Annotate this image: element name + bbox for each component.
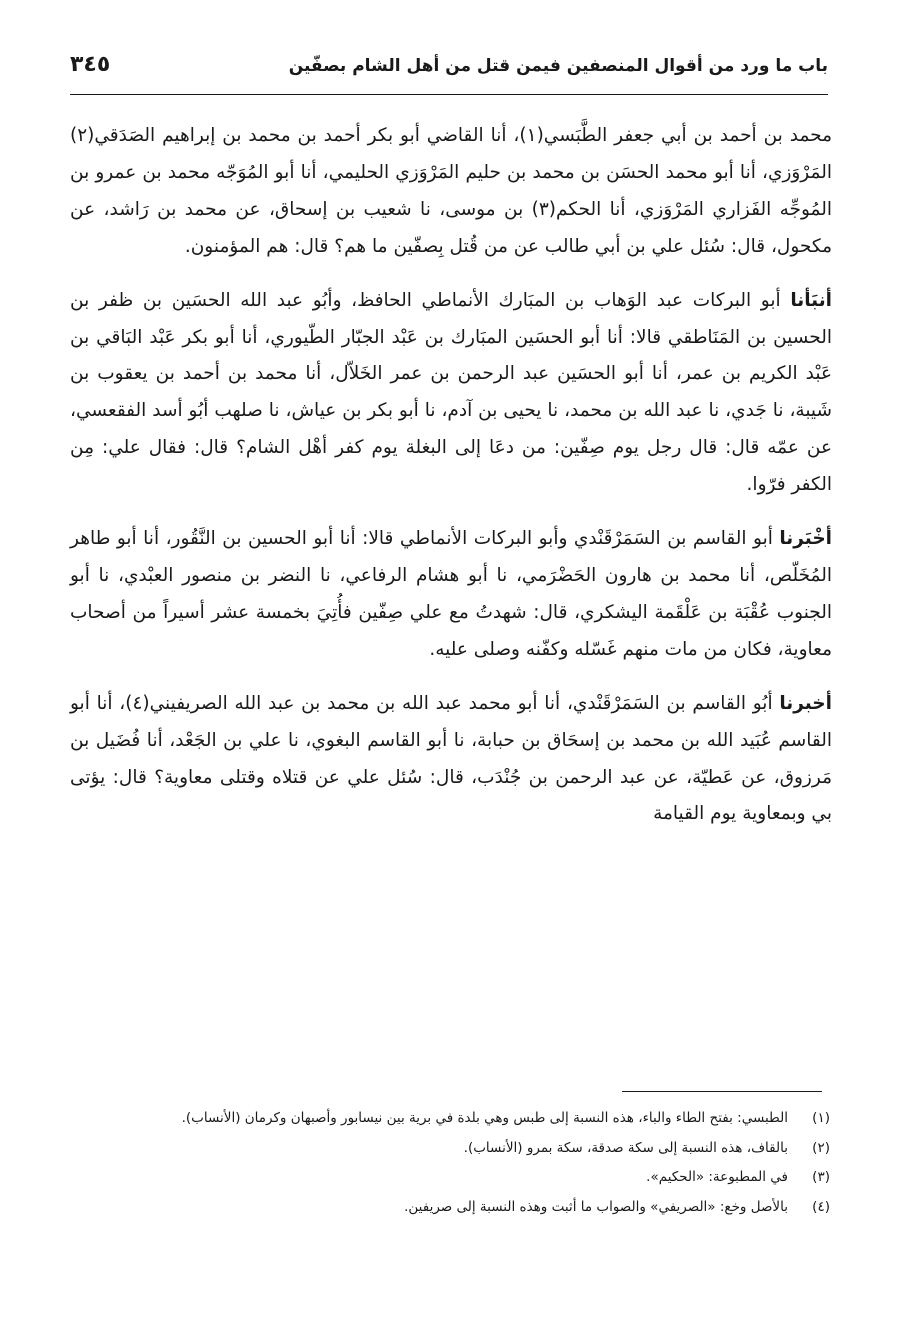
footnote-rule <box>622 1091 822 1092</box>
footnote-number: (١) <box>812 1110 830 1126</box>
paragraph-text: محمد بن أحمد بن أبي جعفر الطَّبَسي(١)، أنا القاضي أبو بكر أحمد بن محمد بن إبراهيم الصَدَقي(٢) المَرْوَزي، أنا أبو محمد الحسَن بن محمد بن حليم المَرْوَزي الحليمي، أنا أبو المُوَجّه محمد بن عمرو بن المُوجِّه الفَزاري المَرْوَزي، أنا الحكم(٣) بن موسى، نا شعيب بن إسحاق، عن محمد بن رَاشد، عن مكحول، قال: سُئل علي بن أبي طالب عن من قُتل بِصفّين ما هم؟ قال: هم المؤمنون. <box>70 125 832 257</box>
paragraph-text: أبو القاسم بن السَمَرْقَنْدي وأبو البركات الأنماطي قالا: أنا أبو الحسين بن النَّقُور، أنا أبو طاهر المُخَلّص، أنا محمد بن هارون الحَضْرَمي، نا أبو هشام الرفاعي، نا النضر بن منصور العبْدي، نا أبو الجنوب عُقْبَة بن عَلْقَمة اليشكري، قال: شهدتُ مع علي صِفّين فأُتِيَ بخمسة عشر أسيراً من أصحاب معاوية، فكان من مات منهم غَسّله وكفّنه وصلى عليه. <box>70 528 832 660</box>
footnote-number: (٢) <box>812 1139 830 1156</box>
footnote-text: في المطبوعة: «الحكيم». <box>646 1169 788 1185</box>
footnote-number: (٤) <box>812 1198 830 1215</box>
running-header <box>70 52 828 92</box>
paragraph-4 <box>70 686 832 834</box>
footnote-1 <box>70 1106 830 1132</box>
footnote-text: بالأصل وخع: «الصريفي» والصواب ما أثبت وهذه النسبة إلى صريفين. <box>404 1198 788 1215</box>
footnote-2 <box>70 1136 830 1162</box>
paragraph-lead: أخْبَرنا <box>779 528 832 550</box>
footnote-3 <box>70 1165 830 1191</box>
paragraph-lead: أنبَأنا <box>790 289 832 311</box>
footnotes <box>70 1106 830 1224</box>
footnote-text: بالقاف، هذه النسبة إلى سكة صدقة، سكة بمرو (الأنساب). <box>463 1139 788 1156</box>
header-rule <box>70 94 828 95</box>
paragraph-text: أبو البركات عبد الوَهاب بن المبَارك الأنماطي الحافظ، وأبُو عبد الله الحسَين بن ظفر بن الحسين بن المَنَاطقي قالا: أنا أبو الحسَين المبَارك بن عَبْد الجبّار الطّيوري، أنا أبو بكر عَبْد البَاقي بن عَبْد الكريم بن عمر، أنا أبو الحسَين عبد الرحمن بن عمر الخَلاّل، أنا محمد بن أحمد بن يعقوب بن شَيبة، نا جَدي، نا عبد الله بن محمد، نا يحيى بن آدم، نا أبو بكر بن عياش، نا صلهب أبُو أسد الفقعسي، عن عمّه قال: قال رجل يوم صِفّين: من دعَا إلى البغلة يوم كفر أهْل الشام؟ قال: فقال علي: مِن الكفر فرّوا. <box>70 289 832 496</box>
footnote-text: الطبسي: بفتح الطاء والباء، هذه النسبة إلى طبس وهي بلدة في برية بين نيسابور وأصبهان وكرمان (الأنساب). <box>181 1110 788 1126</box>
page-number: ٣٤٥ <box>70 52 111 77</box>
paragraph-1 <box>70 118 832 266</box>
chapter-title: باب ما ورد من أقوال المنصفين فيمن قتل من أهل الشام بصفّين <box>288 56 828 76</box>
footnote-4 <box>70 1195 830 1221</box>
paragraph-3 <box>70 521 832 669</box>
footnote-number: (٣) <box>812 1169 830 1185</box>
main-text <box>70 118 832 850</box>
paragraph-lead: أخبرنا <box>779 692 832 714</box>
paragraph-2 <box>70 283 832 504</box>
paragraph-text: أبُو القاسم بن السَمَرْقَنْدي، أنا أبو محمد عبد الله بن محمد بن عبد الله الصريفيني(٤)، أنا أبو القاسم عُبَيد الله بن محمد بن إسحَاق بن حبابة، نا أبو القاسم البغوي، نا علي بن الجَعْد، أنا فُضَيل بن مَرزوق، عن عَطيّة، عن عبد الرحمن بن جُنْدَب، قال: سُئل علي عن قتلاه وقتلى معاوية؟ قال: يؤتى بي وبمعاوية يوم القيامة <box>70 692 832 825</box>
